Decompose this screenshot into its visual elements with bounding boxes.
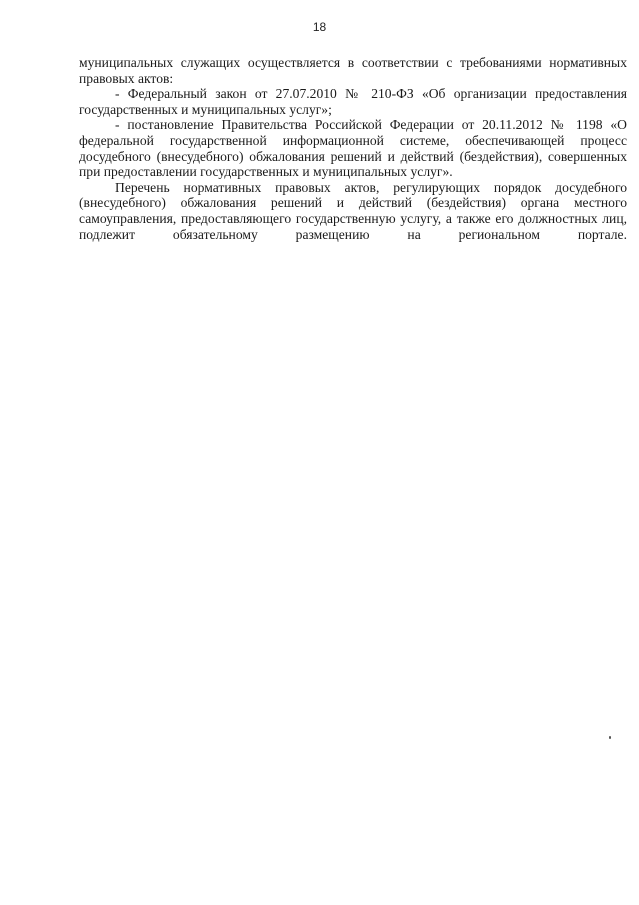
paragraph-list-of-acts: Перечень нормативных правовых актов, регулирующих порядок досудебного (внесудебного) обжалования решений и действий (бездействия) органа местного самоуправления, предоставляющего государственную услугу, а также его должностных лиц, подлежит обязательному размещению на региональном портале. (79, 179, 627, 242)
paragraph-government-resolution: - постановление Правительства Российской Федерации от 20.11.2012 № 1198 «О федеральной государственной информационной системе, обеспечивающей процесс досудебного (внесудебного) обжалования решений и действий (бездействия), совершенных при предоставлении государственных и муниципальных услуг». (79, 117, 627, 180)
paragraph-federal-law: - Федеральный закон от 27.07.2010 № 210-ФЗ «Об организации предоставления государственных и муниципальных услуг»; (79, 86, 627, 117)
page-number: 18 (312, 20, 327, 34)
paragraph-intro: муниципальных служащих осуществляется в соответствии с требованиями нормативных правовых актов: (79, 55, 627, 86)
scan-speck (609, 736, 611, 739)
document-body (79, 55, 627, 242)
